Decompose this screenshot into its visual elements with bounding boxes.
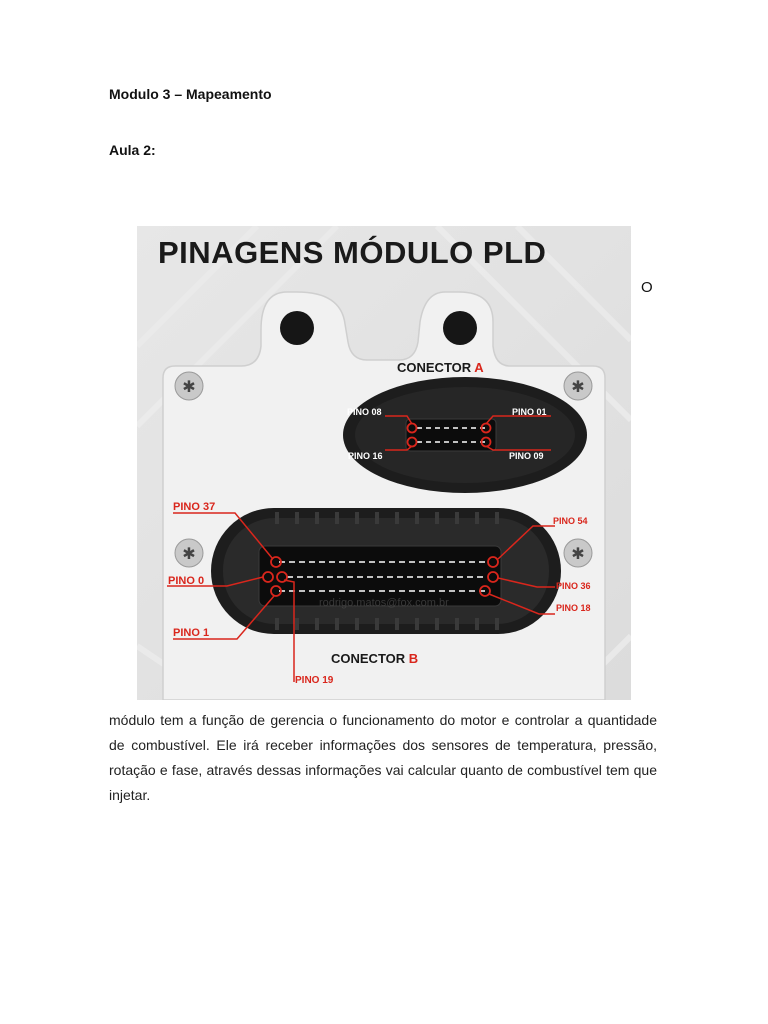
connector-a-socket bbox=[406, 419, 496, 451]
pin-label-b54: PINO 54 bbox=[553, 516, 588, 526]
pin-label-a01: PINO 01 bbox=[512, 407, 547, 417]
mounting-hole-left bbox=[280, 311, 314, 345]
lesson-title: Aula 2: bbox=[109, 142, 156, 158]
pin-label-b37: PINO 37 bbox=[173, 501, 216, 513]
pin-label-b19: PINO 19 bbox=[295, 675, 334, 686]
module-title: Modulo 3 – Mapeamento bbox=[109, 86, 272, 102]
svg-text:✱: ✱ bbox=[571, 544, 585, 563]
connector-a-label: CONECTOR A bbox=[397, 360, 484, 375]
pin-label-b18: PINO 18 bbox=[556, 603, 591, 613]
pld-pinout-figure bbox=[137, 226, 631, 700]
pin-label-b0: PINO 0 bbox=[168, 575, 205, 587]
figure-title: PINAGENS MÓDULO PLD bbox=[158, 235, 547, 270]
screw-icon bbox=[175, 539, 203, 567]
screw-icon bbox=[564, 372, 592, 400]
mounting-hole-right bbox=[443, 311, 477, 345]
svg-text:✱: ✱ bbox=[182, 377, 196, 396]
pin-label-b1: PINO 1 bbox=[173, 627, 210, 639]
connector-b-label: CONECTOR B bbox=[331, 651, 419, 666]
stray-character: O bbox=[641, 279, 653, 296]
pin-label-a08: PINO 08 bbox=[347, 407, 382, 417]
svg-text:✱: ✱ bbox=[182, 544, 196, 563]
svg-text:✱: ✱ bbox=[571, 377, 585, 396]
pin-label-a09: PINO 09 bbox=[509, 451, 544, 461]
body-paragraph: módulo tem a função de gerencia o funcionamento do motor e controlar a quantidade de combustível. Ele irá receber informações dos sensores de temperatura, pressão, rotação e fase, através dessas informações vai calcular quanto de combustível tem que injetar. bbox=[109, 712, 657, 803]
pinout-diagram bbox=[137, 226, 631, 700]
screw-icon bbox=[175, 372, 203, 400]
body-paragraph-block bbox=[109, 708, 657, 808]
pin-label-a16: PINO 16 bbox=[348, 451, 383, 461]
watermark: rodrigo.matos@fox.com.br bbox=[319, 597, 449, 609]
pin-label-b36: PINO 36 bbox=[556, 581, 591, 591]
screw-icon bbox=[564, 539, 592, 567]
